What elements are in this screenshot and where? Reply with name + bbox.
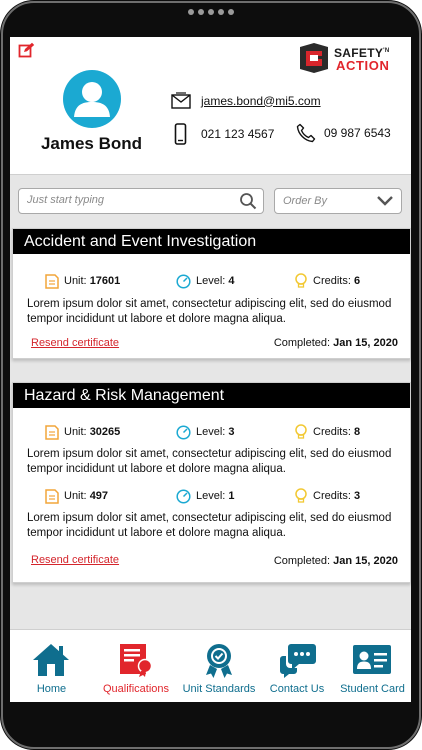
user-silhouette-icon — [63, 70, 121, 128]
nav-home[interactable] — [10, 630, 93, 702]
nav-label: Unit Standards — [182, 683, 256, 695]
credits-value: 3 — [353, 490, 361, 502]
unit-description: Lorem ipsum dolor sit amet, consectetur adipiscing elit, sed do eiusmod tempor incididunt ut labore et dolore magna aliqua. — [27, 512, 392, 539]
mobile-number[interactable]: 09 987 6543 — [324, 126, 391, 140]
lightbulb-icon — [294, 424, 308, 440]
award-badge-icon — [201, 642, 237, 680]
lightbulb-icon — [294, 488, 308, 504]
landline-row — [174, 123, 274, 145]
landline-number[interactable]: 021 123 4567 — [201, 127, 275, 141]
gauge-icon — [176, 274, 191, 289]
unit-label: Unit: — [64, 490, 87, 502]
bottom-nav — [10, 629, 411, 702]
document-icon — [45, 274, 59, 289]
edit-icon[interactable] — [18, 42, 35, 59]
speaker-dots — [0, 9, 422, 15]
resend-certificate-link[interactable]: Resend certificate — [31, 337, 120, 349]
completed-label: Completed: — [273, 555, 331, 567]
card-title: Hazard & Risk Management — [13, 383, 410, 408]
unit-description: Lorem ipsum dolor sit amet, consectetur adipiscing elit, sed do eiusmod tempor incididunt ut labore et dolore magna aliqua. — [27, 298, 392, 325]
nav-qualifications[interactable] — [97, 630, 175, 702]
id-card-icon — [352, 642, 392, 676]
document-icon — [45, 425, 59, 440]
gauge-icon — [176, 489, 191, 504]
mobile-phone-icon — [174, 123, 187, 145]
qualification-card[interactable] — [12, 228, 411, 359]
completed-date-value: Jan 15, 2020 — [333, 555, 398, 567]
logo-line1-sup: 'N — [383, 48, 390, 54]
level-value: 4 — [228, 275, 235, 287]
user-name: James Bond — [40, 134, 143, 153]
mobile-row — [296, 123, 391, 143]
nav-unit-standards[interactable] — [178, 630, 260, 702]
completed-label: Completed: — [273, 337, 331, 349]
credits-label: Credits: — [313, 490, 351, 502]
unit-meta-row — [13, 487, 410, 505]
unit-meta-row — [13, 272, 410, 290]
email-link[interactable]: james.bond@mi5.com — [201, 93, 321, 108]
unit-label: Unit: — [64, 426, 87, 438]
unit-value: 17601 — [89, 275, 121, 287]
completed-date — [274, 555, 398, 567]
nav-label: Qualifications — [102, 683, 170, 695]
app-screen — [10, 37, 411, 702]
level-label: Level: — [196, 275, 226, 287]
home-icon — [31, 642, 71, 678]
chat-bubbles-icon — [279, 642, 317, 678]
avatar[interactable] — [63, 70, 121, 128]
phone-handset-icon — [296, 123, 316, 143]
order-by-select[interactable] — [274, 188, 402, 214]
lightbulb-icon — [294, 273, 308, 289]
unit-label: Unit: — [64, 275, 87, 287]
nav-student-card[interactable] — [334, 630, 411, 702]
search-icon[interactable] — [239, 192, 257, 210]
email-row — [171, 92, 321, 109]
certificate-icon — [118, 642, 154, 678]
resend-certificate-link[interactable]: Resend certificate — [31, 554, 120, 566]
nav-label: Student Card — [340, 683, 405, 695]
credits-value: 8 — [353, 426, 361, 438]
credits-label: Credits: — [313, 275, 351, 287]
logo-line2: ACTION — [336, 58, 390, 73]
qualification-card[interactable] — [12, 382, 411, 583]
gauge-icon — [176, 425, 191, 440]
completed-date — [274, 337, 398, 349]
credits-value: 6 — [353, 275, 361, 287]
nav-label: Contact Us — [269, 683, 325, 695]
nav-label: Home — [36, 683, 67, 695]
search-input[interactable] — [27, 191, 227, 209]
nav-contact-us[interactable] — [263, 630, 331, 702]
unit-value: 30265 — [89, 426, 121, 438]
profile-header — [10, 37, 411, 175]
email-icon — [171, 92, 191, 109]
level-label: Level: — [196, 426, 226, 438]
order-by-label: Order By — [283, 195, 328, 207]
logo-line1: SAFETY — [334, 46, 384, 60]
search-box — [18, 188, 264, 214]
chevron-down-icon — [376, 194, 394, 208]
unit-meta-row — [13, 423, 410, 441]
card-title: Accident and Event Investigation — [13, 229, 410, 254]
credits-label: Credits: — [313, 426, 351, 438]
logo-mark-icon — [298, 43, 330, 73]
level-label: Level: — [196, 490, 226, 502]
level-value: 3 — [228, 426, 235, 438]
document-icon — [45, 489, 59, 504]
unit-description: Lorem ipsum dolor sit amet, consectetur adipiscing elit, sed do eiusmod tempor incididunt ut labore et dolore magna aliqua. — [27, 448, 392, 475]
level-value: 1 — [228, 490, 235, 502]
unit-value: 497 — [89, 490, 109, 502]
safety-n-action-logo — [298, 43, 406, 73]
completed-date-value: Jan 15, 2020 — [333, 337, 398, 349]
